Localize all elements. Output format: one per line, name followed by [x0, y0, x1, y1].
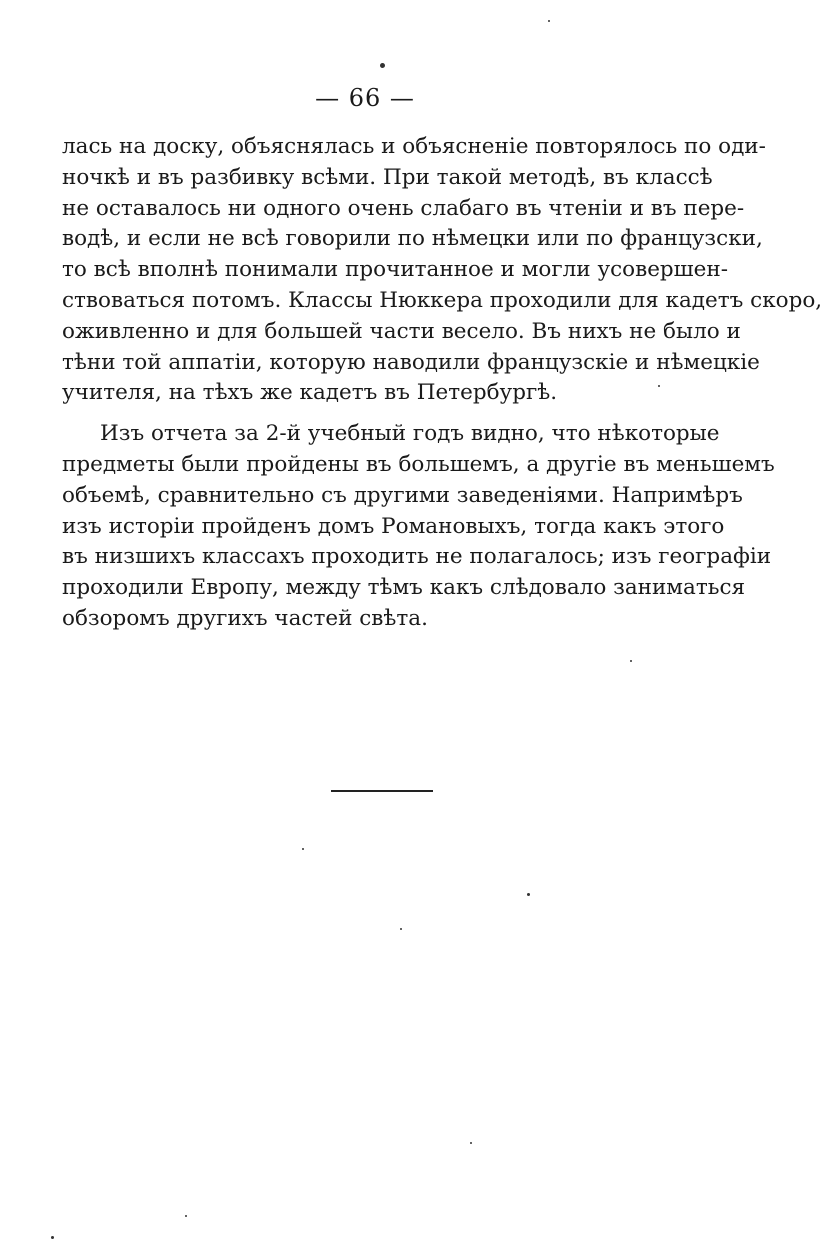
- text-line: тѣни той аппатіи, которую наводили французскіе и нѣмецкіе: [62, 349, 760, 375]
- scan-speck: [527, 893, 530, 896]
- text-line: проходили Европу, между тѣмъ какъ слѣдовало заниматься: [62, 575, 746, 601]
- section-divider: [331, 790, 433, 792]
- scan-speck: [185, 1215, 187, 1217]
- text-line: не оставалось ни одного очень слабаго въ чтеніи и въ пере-: [62, 195, 745, 221]
- text-line: учителя, на тѣхъ же кадетъ въ Петербургѣ.: [62, 380, 558, 406]
- body-text: [62, 132, 822, 635]
- text-line: предметы были пройдены въ большемъ, а другіе въ меньшемъ: [62, 451, 775, 477]
- text-line: ночкѣ и въ разбивку всѣми. При такой методѣ, въ классѣ: [62, 164, 713, 190]
- text-line: изъ исторіи пройденъ домъ Романовыхъ, тогда какъ этого: [62, 513, 725, 539]
- page-number: — 66 —: [315, 84, 415, 112]
- text-line: оживленно и для большей части весело. Въ нихъ не было и: [62, 318, 741, 344]
- paragraph-gap: [62, 409, 698, 419]
- text-line: водѣ, и если не всѣ говорили по нѣмецки или по французски,: [62, 226, 763, 252]
- text-line: ствоваться потомъ. Классы Нюккера проходили для кадетъ скоро,: [62, 287, 822, 313]
- scan-speck: [51, 1236, 54, 1239]
- text-line: Изъ отчета за 2-й учебный годъ видно, что нѣкоторые: [100, 421, 720, 447]
- text-line: то всѣ вполнѣ понимали прочитанное и могли усовершен-: [62, 257, 728, 283]
- text-line: объемѣ, сравнительно съ другими заведеніями. Напримѣръ: [62, 482, 743, 508]
- scan-speck: [470, 1142, 472, 1144]
- scan-speck: [548, 20, 550, 22]
- paragraph-1: [62, 132, 822, 409]
- scan-speck: [380, 63, 385, 68]
- text-line: лась на доску, объяснялась и объясненіе повторялось по оди-: [62, 134, 766, 159]
- paragraph-2: [62, 419, 775, 635]
- scan-speck: [658, 385, 660, 387]
- text-line: въ низшихъ классахъ проходить не полагалось; изъ географіи: [62, 544, 772, 570]
- text-line: обзоромъ другихъ частей свѣта.: [62, 605, 428, 631]
- scan-speck: [400, 928, 402, 930]
- scan-speck: [630, 660, 632, 662]
- scan-speck: [302, 848, 304, 850]
